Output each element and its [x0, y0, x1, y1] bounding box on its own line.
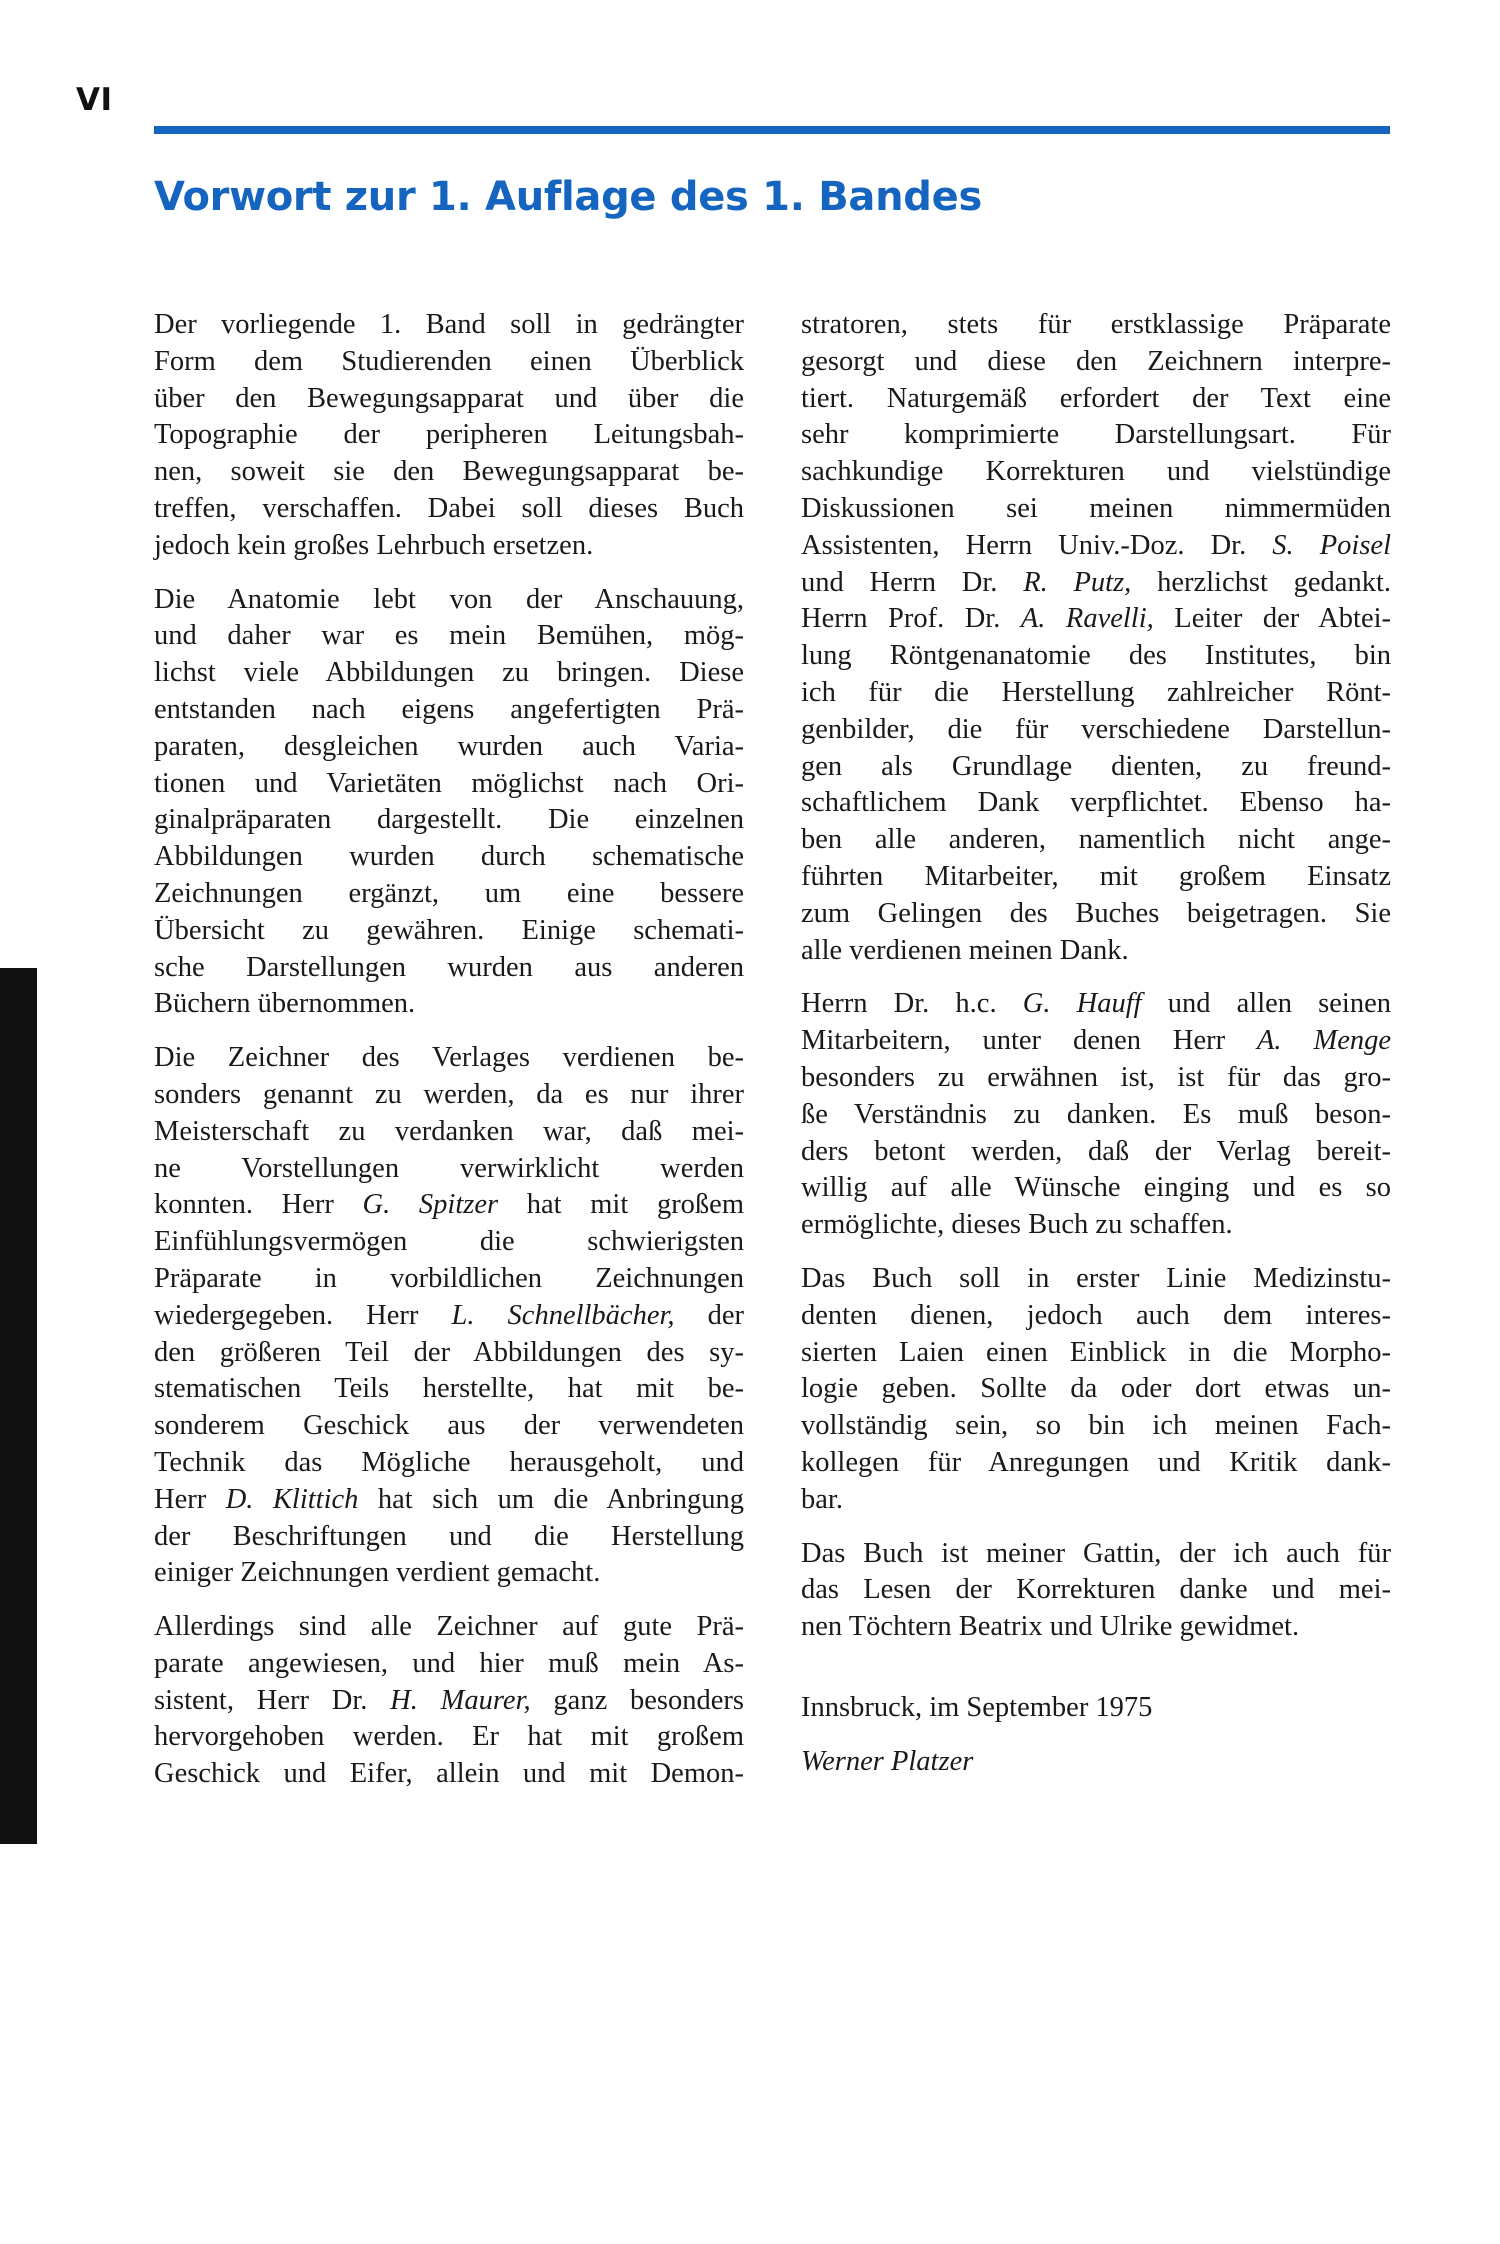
text-line: entstanden nach eigens angefertigten Prä-: [154, 693, 744, 725]
text-line: ße Verständnis zu danken. Es muß beson-: [801, 1098, 1391, 1130]
text-segment: und allen seinen: [1141, 988, 1391, 1020]
text-line: gen als Grundlage dienten, zu freund-: [801, 750, 1391, 782]
text-line: das Lesen der Korrekturen danke und mei-: [801, 1574, 1391, 1606]
text-line: logie geben. Sollte da oder dort etwas un-: [801, 1373, 1391, 1405]
signature-name: [801, 1744, 1391, 1781]
text-line: Das Buch soll in erster Linie Medizinstu-: [801, 1262, 1391, 1294]
text-line: ne Vorstellungen verwirklicht werden: [154, 1152, 744, 1184]
text-segment: wiedergegeben. Herr: [154, 1299, 452, 1331]
text-segment: konnten. Herr: [154, 1189, 363, 1221]
text-line: tionen und Varietäten möglichst nach Ori-: [154, 767, 744, 799]
text-line: genbilder, die für verschiedene Darstellun-: [801, 713, 1391, 745]
text-segment: hat mit großem: [498, 1189, 744, 1221]
author-name: Werner Platzer: [801, 1745, 974, 1777]
text-line: sonderem Geschick aus der verwendeten: [154, 1410, 744, 1442]
text-line: führten Mitarbeiter, mit großem Einsatz: [801, 860, 1391, 892]
person-name: R. Putz,: [1023, 566, 1132, 598]
paragraph-intro: [154, 307, 744, 565]
text-line: [154, 1482, 744, 1519]
text-line: nen Töchtern Beatrix und Ulrike gewidmet.: [801, 1611, 1300, 1643]
text-line: ginalpräparaten dargestellt. Die einzelnen: [154, 804, 744, 836]
text-line: [801, 986, 1391, 1023]
text-line: über den Bewegungsapparat und über die: [154, 382, 744, 414]
text-segment: Mitarbeitern, unter denen Herr: [801, 1025, 1258, 1057]
text-line: [801, 601, 1391, 638]
text-line: ders betont werden, daß der Verlag bereit-: [801, 1135, 1391, 1167]
text-line: Geschick und Eifer, allein und mit Demon-: [154, 1758, 744, 1790]
paragraph-publisher: [801, 986, 1391, 1244]
text-line: treffen, verschaffen. Dabei soll dieses Buch: [154, 492, 744, 524]
text-segment: ganz besonders: [530, 1684, 744, 1716]
text-line: parate angewiesen, und hier muß mein As-: [154, 1647, 744, 1679]
person-name: G. Spitzer: [362, 1189, 499, 1221]
person-name: L. Schnellbächer,: [451, 1299, 675, 1331]
text-line: Zeichnungen ergänzt, um eine bessere: [154, 877, 744, 909]
person-name: A. Ravelli,: [1020, 603, 1154, 635]
text-line: paraten, desgleichen wurden auch Varia-: [154, 730, 744, 762]
text-line: Die Zeichner des Verlages verdienen be-: [154, 1042, 744, 1074]
text-line: vollständig sein, so bin ich meinen Fach-: [801, 1410, 1391, 1442]
text-segment: Herrn Dr. h.c.: [801, 988, 1023, 1020]
text-segment: der: [674, 1299, 745, 1331]
header-rule: [154, 126, 1390, 134]
text-line: lung Röntgenanatomie des Institutes, bin: [801, 640, 1391, 672]
text-line: [801, 528, 1391, 565]
signature-place-date: [801, 1690, 1391, 1727]
paragraph-anatomy: [154, 582, 744, 1024]
text-segment: und Herrn Dr.: [801, 566, 1024, 598]
text-line: denten dienen, jedoch auch dem interes-: [801, 1299, 1391, 1331]
text-line: der Beschriftungen und die Herstellung: [154, 1520, 744, 1552]
text-segment: hat sich um die Anbringung: [358, 1483, 744, 1515]
text-line: gesorgt und diese den Zeichnern interpre-: [801, 345, 1391, 377]
text-line: Form dem Studierenden einen Überblick: [154, 345, 744, 377]
text-line: [801, 1023, 1391, 1060]
text-line: Der vorliegende 1. Band soll in gedrängter: [154, 309, 744, 340]
paragraph-assistants: [154, 1609, 744, 1793]
person-name: A. Menge: [1257, 1025, 1391, 1057]
thumb-index-tab: [0, 968, 37, 1844]
text-line: kollegen für Anregungen und Kritik dank-: [801, 1446, 1391, 1478]
text-line: sachkundige Korrekturen und vielstündige: [801, 456, 1391, 488]
person-name: S. Poisel: [1272, 529, 1391, 561]
text-line: tiert. Naturgemäß erfordert der Text eine: [801, 382, 1391, 414]
text-line: sche Darstellungen wurden aus anderen: [154, 951, 744, 983]
right-column: [801, 307, 1391, 1797]
text-line: nen, soweit sie den Bewegungsapparat be-: [154, 456, 744, 488]
text-line: und daher war es mein Bemühen, mög-: [154, 620, 744, 652]
page-title: Vorwort zur 1. Auflage des 1. Bandes: [154, 174, 982, 220]
text-line: stematischen Teils herstellte, hat mit be-: [154, 1373, 744, 1405]
text-line: jedoch kein großes Lehrbuch ersetzen.: [154, 529, 594, 561]
text-line: ben alle anderen, namentlich nicht ange-: [801, 824, 1391, 856]
text-line: Die Anatomie lebt von der Anschauung,: [154, 583, 744, 615]
text-line: Allerdings sind alle Zeichner auf gute Prä-: [154, 1611, 744, 1643]
paragraph-illustrators: [154, 1040, 744, 1592]
text-line: einiger Zeichnungen verdient gemacht.: [154, 1557, 601, 1589]
text-line: [154, 1683, 744, 1720]
person-name: G. Hauff: [1022, 988, 1142, 1020]
text-segment: Herr: [154, 1483, 226, 1515]
paragraph-audience: [801, 1261, 1391, 1519]
text-line: Topographie der peripheren Leitungsbah-: [154, 419, 744, 451]
text-line: Meisterschaft zu verdanken war, daß mei-: [154, 1115, 744, 1147]
text-line: [154, 1298, 744, 1335]
text-line: Technik das Mögliche herausgeholt, und: [154, 1446, 744, 1478]
text-line: ermöglichte, dieses Buch zu schaffen.: [801, 1209, 1233, 1241]
text-line: willig auf alle Wünsche einging und es so: [801, 1172, 1391, 1204]
text-line: zum Gelingen des Buches beigetragen. Sie: [801, 897, 1391, 929]
text-line: Innsbruck, im September 1975: [801, 1691, 1153, 1723]
person-name: D. Klittich: [225, 1483, 359, 1515]
text-line: den größeren Teil der Abbildungen des sy-: [154, 1336, 744, 1368]
text-line: [154, 1187, 744, 1224]
paragraph-continued: [801, 307, 1391, 969]
text-line: bar.: [801, 1483, 843, 1515]
text-line: sonders genannt zu werden, da es nur ihrer: [154, 1078, 744, 1110]
text-segment: Herrn Prof. Dr.: [801, 603, 1021, 635]
text-segment: herzlichst gedankt.: [1131, 566, 1391, 598]
text-segment: Leiter der Abtei-: [1153, 603, 1392, 635]
text-line: sehr komprimierte Darstellungsart. Für: [801, 419, 1391, 451]
text-line: besonders zu erwähnen ist, ist für das gro-: [801, 1061, 1391, 1093]
text-line: [801, 565, 1391, 602]
text-line: alle verdienen meinen Dank.: [801, 934, 1129, 966]
text-line: Einfühlungsvermögen die schwierigsten: [154, 1226, 744, 1258]
text-segment: Assistenten, Herrn Univ.-Doz. Dr.: [801, 529, 1273, 561]
text-line: Abbildungen wurden durch schematische: [154, 841, 744, 873]
left-column: [154, 307, 744, 1810]
text-line: stratoren, stets für erstklassige Präparate: [801, 309, 1391, 340]
text-line: hervorgehoben werden. Er hat mit großem: [154, 1721, 744, 1753]
text-line: Büchern übernommen.: [154, 988, 416, 1020]
person-name: H. Maurer,: [390, 1684, 531, 1716]
text-line: Übersicht zu gewähren. Einige schemati-: [154, 914, 744, 946]
text-line: ich für die Herstellung zahlreicher Rönt-: [801, 676, 1391, 708]
paragraph-dedication: [801, 1536, 1391, 1646]
text-line: schaftlichem Dank verpflichtet. Ebenso ha-: [801, 787, 1391, 819]
page-number: VI: [76, 82, 113, 118]
text-line: sierten Laien einen Einblick in die Morpho-: [801, 1336, 1391, 1368]
text-line: Das Buch ist meiner Gattin, der ich auch für: [801, 1537, 1391, 1569]
text-line: lichst viele Abbildungen zu bringen. Diese: [154, 657, 744, 689]
text-line: Diskussionen sei meinen nimmermüden: [801, 492, 1391, 524]
text-line: Präparate in vorbildlichen Zeichnungen: [154, 1262, 744, 1294]
text-segment: sistent, Herr Dr.: [154, 1684, 391, 1716]
